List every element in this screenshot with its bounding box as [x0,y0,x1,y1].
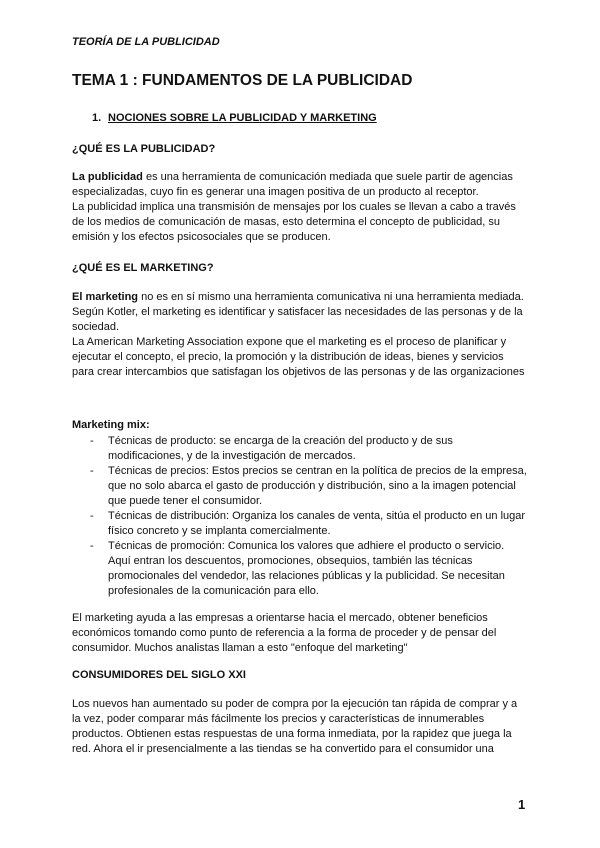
marketing-definition [72,290,528,305]
page-number: 1 [518,797,526,812]
list-item [72,464,528,509]
publicidad-definition [72,170,528,200]
list-item-text: Técnicas de precios: Estos precios se centran en la política de precios de la empresa, que no solo abarca el gasto de producción y distribución, sino a la imagen potencial que puede tener el consumidor. [108,465,527,507]
ama-definition: La American Marketing Association expone que el marketing es el proceso de planificar y ejecutar el concepto, el precio, la promoción y la distribución de ideas, bienes y servicios para crear intercambios que satisfagan los objetivos de las personas y de las organizaciones [72,336,525,378]
marketing-term: El marketing [72,291,139,303]
kotler-definition: Según Kotler, el marketing es identificar y satisfacer las necesidades de las personas y de la sociedad. [72,306,523,333]
list-item [72,509,528,539]
bullet-dash: - [90,540,94,552]
list-item-text: Técnicas de producto: se encarga de la creación del producto y de sus modificaciones, y de la investigación de mercados. [108,435,453,462]
publicidad-paragraph [72,170,528,245]
page-title: TEMA 1 : FUNDAMENTOS DE LA PUBLICIDAD [72,72,413,89]
marketing-mix-heading: Marketing mix: [72,419,150,431]
marketing-conclusion: El marketing ayuda a las empresas a orientarse hacia el mercado, obtener beneficios económicos tomando como punto de referencia a la forma de proceder y de pensar del consumidor. Muchos analistas llaman a esto "enfoque del marketing" [72,612,497,654]
bullet-dash: - [90,465,94,477]
list-item [72,434,528,464]
bullet-dash: - [90,510,94,522]
publicidad-detail: La publicidad implica una transmisión de mensajes por los cuales se llevan a cabo a través de los medios de comunicación de masas, esto determina el concepto de publicidad, su emisión y los efectos psicosociales que se producen. [72,201,516,243]
consumidores-paragraph: Los nuevos han aumentado su poder de compra por la ejecución tan rápida de comprar y a la vez, poder comparar más fácilmente los precios y características de innumerables productos. Obtienen estas respuestas de una forma inmediata, por la rapidez que juega la red. Ahora el ir presencialmente a las tiendas se ha convertido para el consumidor una [72,698,518,755]
running-header: TEORÍA DE LA PUBLICIDAD [72,36,220,48]
publicidad-heading: ¿QUÉ ES LA PUBLICIDAD? [72,143,216,155]
consumidores-heading: CONSUMIDORES DEL SIGLO XXI [72,669,246,681]
list-item-text: Técnicas de promoción: Comunica los valores que adhiere el producto o servicio. Aquí entran los descuentos, promociones, obsequios, también las técnicas promocionales del vendedor, las relaciones públicas y la publicidad. Se necesitan profesionales de la comunicación para ello. [108,540,505,597]
marketing-paragraph [72,290,528,380]
section-number: 1. [92,112,102,124]
publicidad-definition-text: es una herramienta de comunicación mediada que suele partir de agencias especializadas, cuyo fin es generar una imagen positiva de un producto al receptor. [72,171,513,198]
section-heading [92,112,377,124]
marketing-definition-text: no es en sí mismo una herramienta comunicativa ni una herramienta mediada. [138,291,524,303]
bullet-dash: - [90,435,94,447]
list-item [72,539,528,599]
marketing-heading: ¿QUÉ ES EL MARKETING? [72,262,214,274]
publicidad-term: La publicidad [72,171,143,183]
marketing-mix-list [72,434,528,599]
list-item-text: Técnicas de distribución: Organiza los canales de venta, sitúa el producto en un lugar físico concreto y se implanta comercialmente. [108,510,526,537]
section-title: NOCIONES SOBRE LA PUBLICIDAD Y MARKETING [108,112,377,124]
